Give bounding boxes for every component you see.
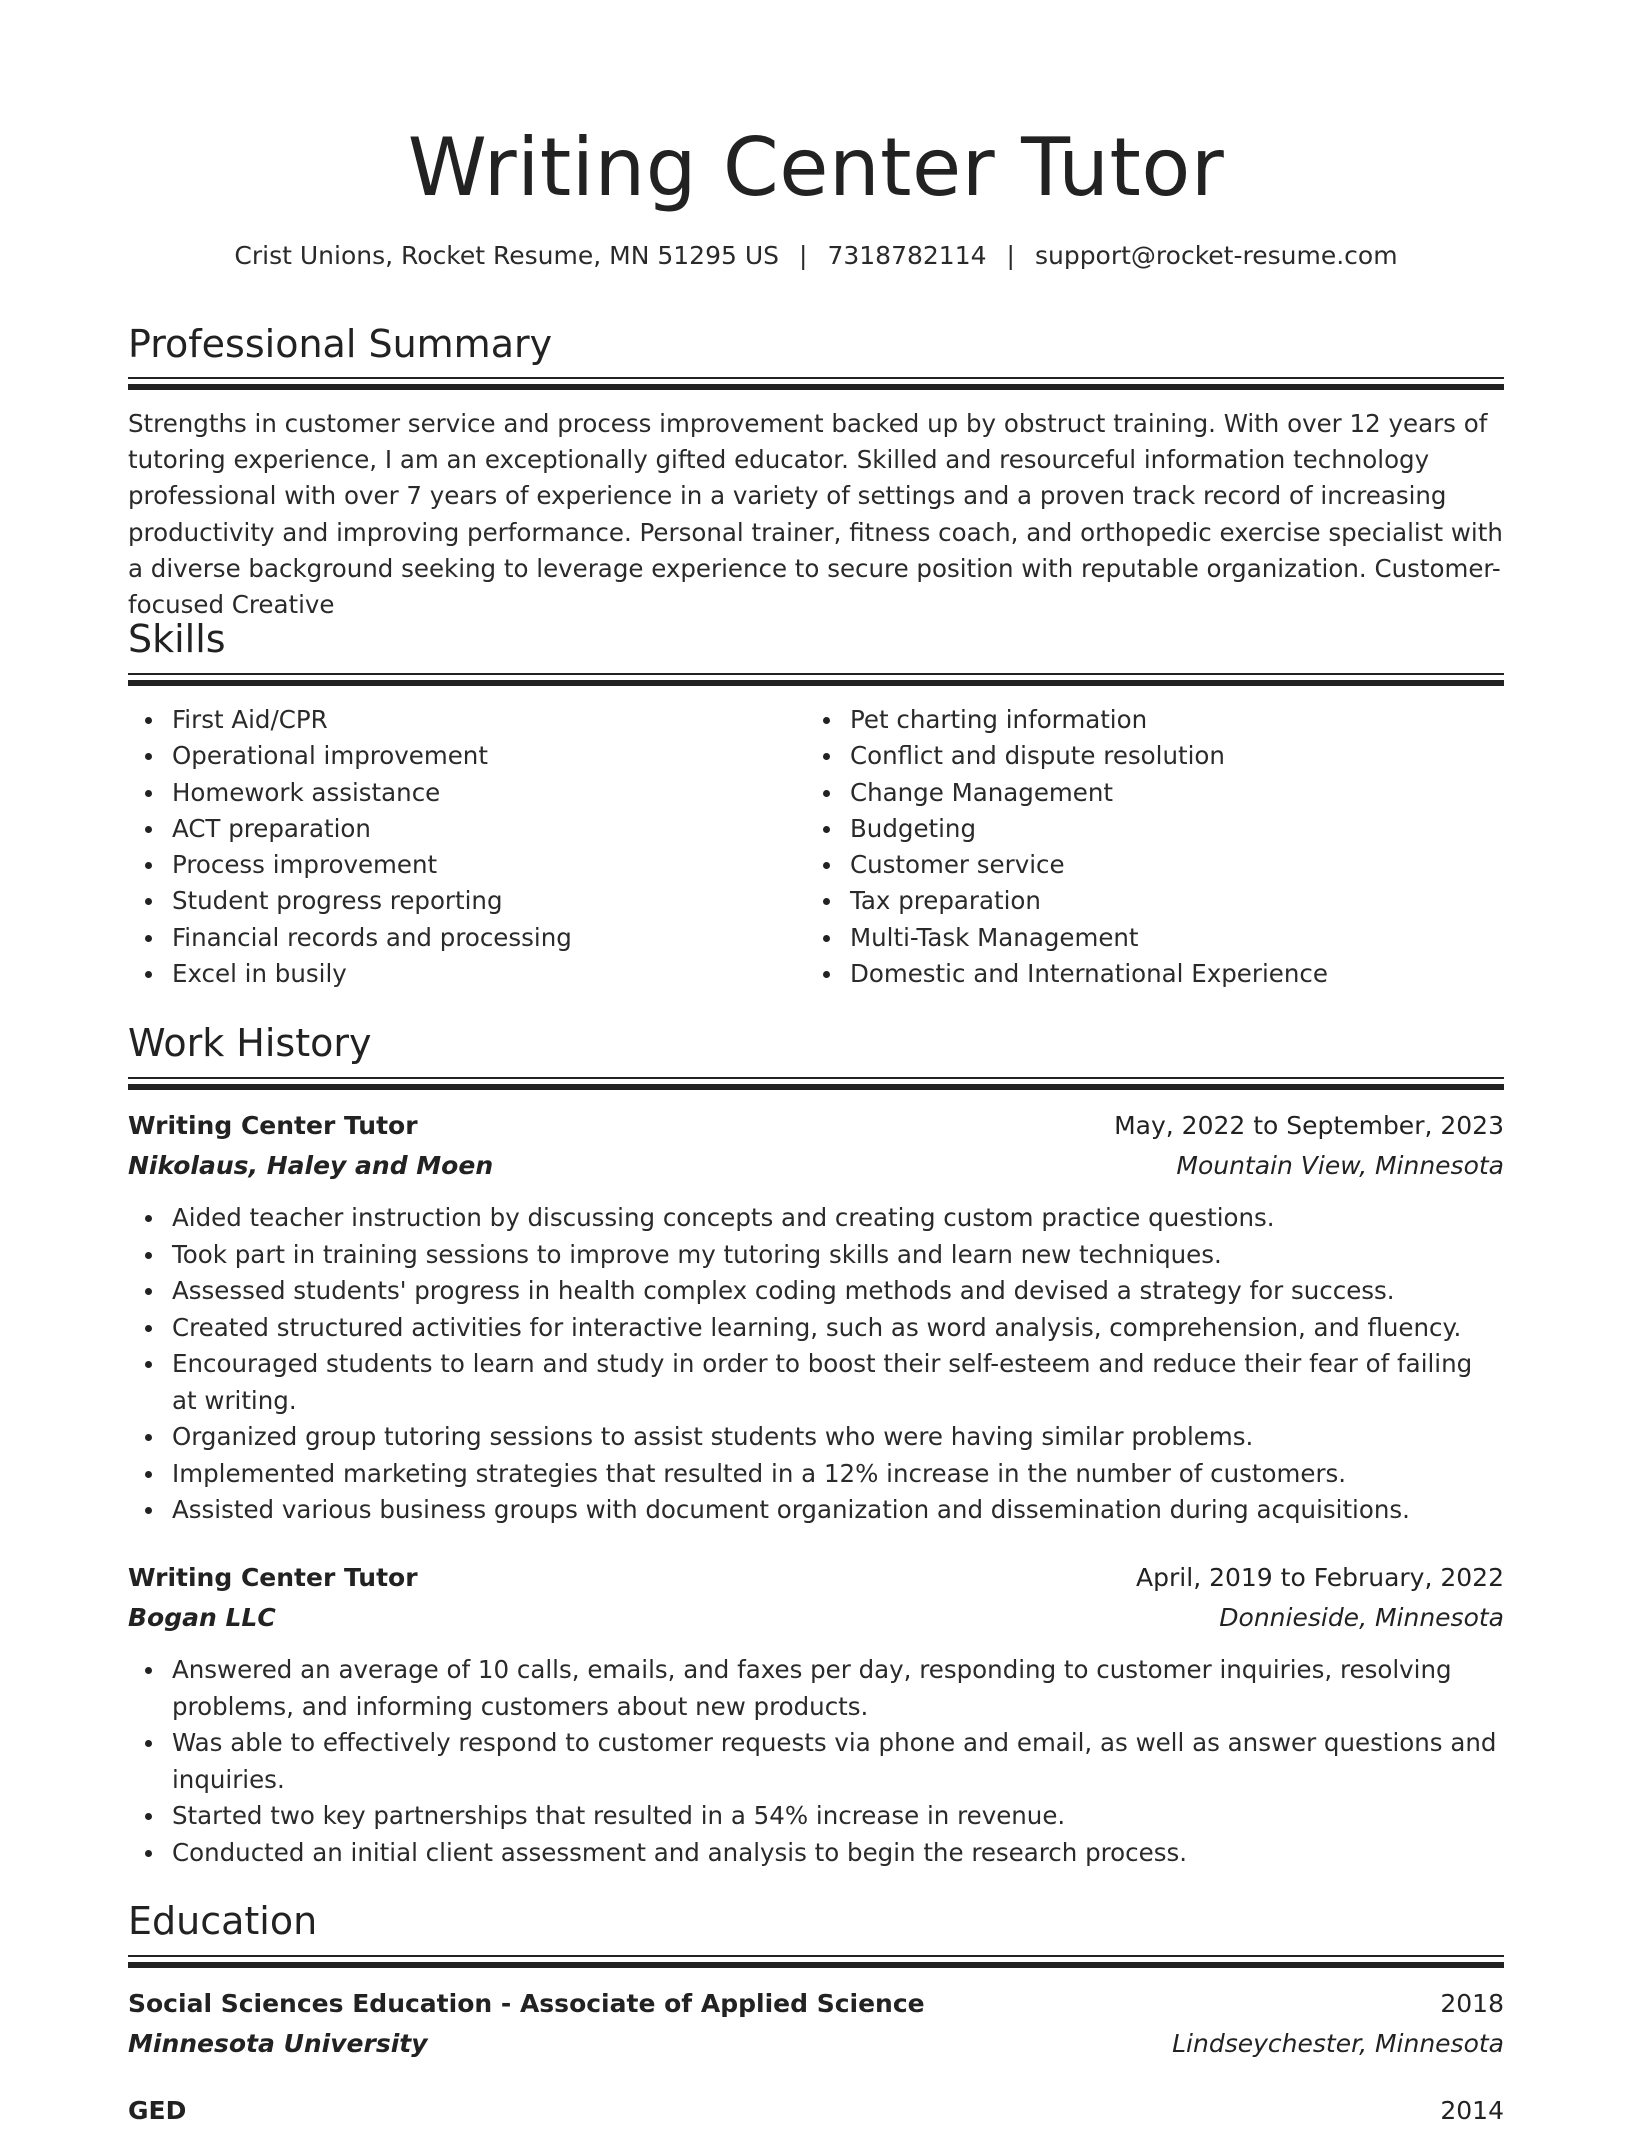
section-divider xyxy=(128,1955,1504,1968)
job-dates: April, 2019 to February, 2022 xyxy=(1136,1563,1504,1592)
skill-item: Change Management xyxy=(850,775,1504,811)
skill-item: Tax preparation xyxy=(850,883,1504,919)
job-bullet: Started two key partnerships that resulted in a 54% increase in revenue. xyxy=(172,1798,1504,1835)
skills-list-right xyxy=(806,702,1504,992)
job-bullet: Organized group tutoring sessions to assist students who were having similar problems. xyxy=(172,1419,1504,1456)
job-bullet: Took part in training sessions to improve my tutoring skills and learn new techniques. xyxy=(172,1237,1504,1274)
job-bullet: Answered an average of 10 calls, emails, and faxes per day, responding to customer inquiries, resolving problems, and informing customers about new products. xyxy=(172,1652,1504,1725)
employer-name: Bogan LLC xyxy=(128,1603,276,1632)
job-bullets xyxy=(128,1200,1504,1529)
candidate-name: Writing Center Tutor xyxy=(407,121,1225,214)
job-location: Donnieside, Minnesota xyxy=(1219,1603,1504,1632)
job-location: Mountain View, Minnesota xyxy=(1176,1151,1504,1180)
job-bullet: Encouraged students to learn and study in order to boost their self-esteem and reduce their fear of failing at writing. xyxy=(172,1346,1504,1419)
job-bullet: Created structured activities for interactive learning, such as word analysis, comprehension, and fluency. xyxy=(172,1310,1504,1347)
skill-item: Pet charting information xyxy=(850,702,1504,738)
skill-item: Process improvement xyxy=(172,847,806,883)
job-bullet: Implemented marketing strategies that resulted in a 12% increase in the number of customers. xyxy=(172,1456,1504,1493)
skill-item: Operational improvement xyxy=(172,738,806,774)
contact-email[interactable]: support@rocket-resume.com xyxy=(1034,241,1398,270)
section-divider xyxy=(128,377,1504,390)
section-divider xyxy=(128,673,1504,686)
school-location: Lindseychester, Minnesota xyxy=(1172,2029,1504,2058)
contact-phone: 7318782114 xyxy=(827,241,987,270)
skill-item: Customer service xyxy=(850,847,1504,883)
section-divider xyxy=(128,1077,1504,1090)
section-title-work: Work History xyxy=(128,1021,372,1065)
contact-separator: | xyxy=(1006,241,1015,270)
summary-text: Strengths in customer service and process improvement backed up by obstruct training. With over 12 years of tutoring experience, I am an exceptionally gifted educator. Skilled and resourceful information technology professional with over 7 years of experience in a variety of settings and a proven track record of increasing productivity and improving performance. Personal trainer, fitness coach, and orthopedic exercise specialist with a diverse background seeking to leverage experience to secure position with reputable organization. Customer-focused Creative xyxy=(128,409,1503,620)
contact-separator: | xyxy=(799,241,808,270)
degree-title: GED xyxy=(128,2096,187,2125)
skill-item: ACT preparation xyxy=(172,811,806,847)
job-bullet: Was able to effectively respond to customer requests via phone and email, as well as answer questions and inquiries. xyxy=(172,1725,1504,1798)
contact-line xyxy=(128,238,1504,274)
section-title-skills: Skills xyxy=(128,617,226,661)
job-bullet: Assisted various business groups with document organization and dissemination during acquisitions. xyxy=(172,1492,1504,1529)
section-title-education: Education xyxy=(128,1899,318,1943)
degree-title: Social Sciences Education - Associate of Applied Science xyxy=(128,1989,925,2018)
job-bullets xyxy=(128,1652,1504,1871)
contact-address: Crist Unions, Rocket Resume, MN 51295 US xyxy=(234,241,780,270)
section-title-summary: Professional Summary xyxy=(128,322,553,366)
skill-item: Multi-Task Management xyxy=(850,920,1504,956)
job-bullet: Aided teacher instruction by discussing concepts and creating custom practice questions. xyxy=(172,1200,1504,1237)
skill-item: First Aid/CPR xyxy=(172,702,806,738)
skill-item: Domestic and International Experience xyxy=(850,956,1504,992)
degree-year: 2018 xyxy=(1440,1989,1504,2018)
job-title: Writing Center Tutor xyxy=(128,1111,418,1140)
skill-item: Conflict and dispute resolution xyxy=(850,738,1504,774)
skill-item: Financial records and processing xyxy=(172,920,806,956)
job-title: Writing Center Tutor xyxy=(128,1563,418,1592)
skills-list-left xyxy=(128,702,806,992)
job-bullet: Conducted an initial client assessment and analysis to begin the research process. xyxy=(172,1835,1504,1872)
school-name: Minnesota University xyxy=(128,2029,428,2058)
employer-name: Nikolaus, Haley and Moen xyxy=(128,1151,494,1180)
job-dates: May, 2022 to September, 2023 xyxy=(1114,1111,1504,1140)
degree-year: 2014 xyxy=(1440,2096,1504,2125)
skill-item: Excel in busily xyxy=(172,956,806,992)
skill-item: Homework assistance xyxy=(172,775,806,811)
skill-item: Student progress reporting xyxy=(172,883,806,919)
skill-item: Budgeting xyxy=(850,811,1504,847)
job-bullet: Assessed students' progress in health complex coding methods and devised a strategy for success. xyxy=(172,1273,1504,1310)
